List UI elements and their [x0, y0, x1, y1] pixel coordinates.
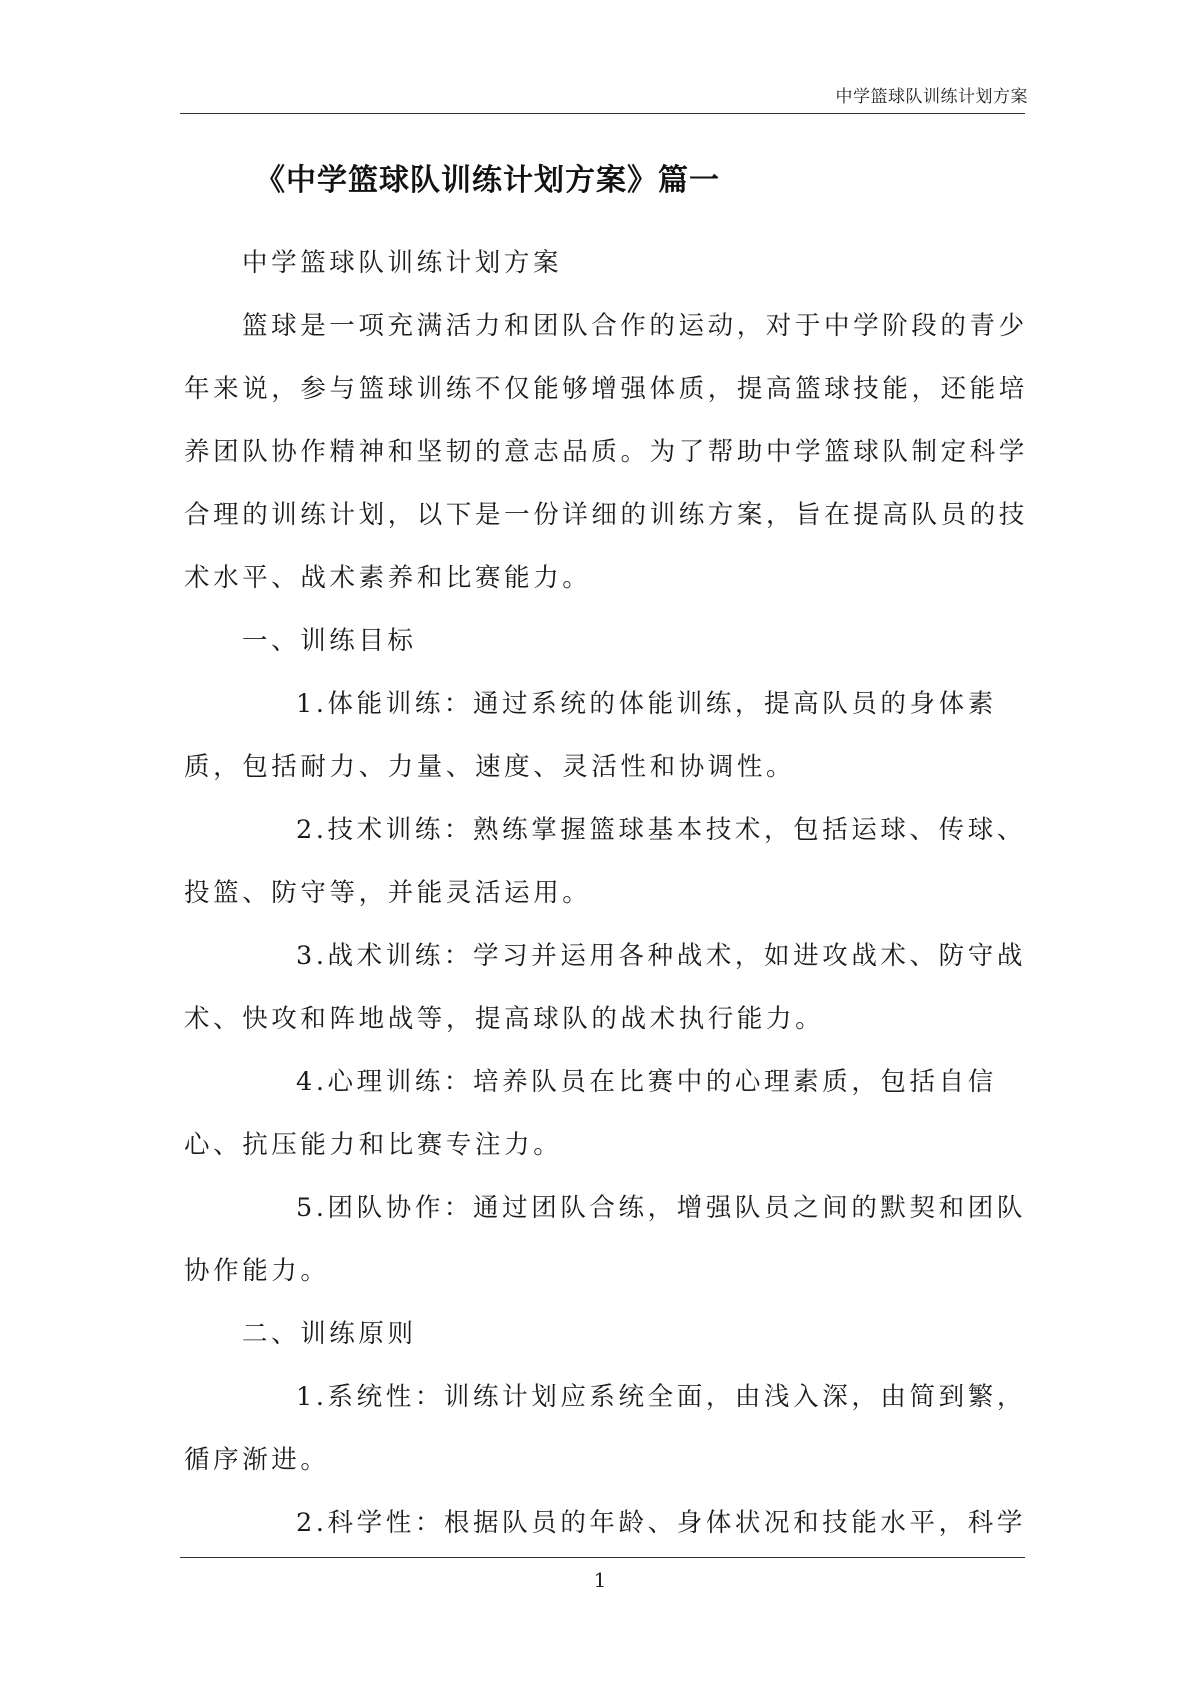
- goal-item-5: 5.团队协作：通过团队合练，增强队员之间的默契和团队协作能力。: [184, 1193, 1026, 1286]
- header-divider: [180, 113, 1025, 114]
- document-body: [184, 232, 1030, 1555]
- page-number: 1: [593, 1568, 607, 1592]
- principle-item-2: 2.科学性：根据队员的年龄、身体状况和技能水平，科学: [296, 1508, 1026, 1538]
- subtitle-paragraph: 中学篮球队训练计划方案: [242, 248, 563, 278]
- goal-item-4: 4.心理训练：培养队员在比赛中的心理素质，包括自信心、抗压能力和比赛专注力。: [184, 1067, 997, 1160]
- section-heading-goals: 一、训练目标: [242, 626, 417, 656]
- footer-divider: [180, 1557, 1025, 1558]
- intro-paragraph: 篮球是一项充满活力和团队合作的运动，对于中学阶段的青少年来说，参与篮球训练不仅能够增强体质，提高篮球技能，还能培养团队协作精神和坚韧的意志品质。为了帮助中学篮球队制定科学合理的训练计划，以下是一份详细的训练方案，旨在提高队员的技术水平、战术素养和比赛能力。: [184, 311, 1028, 593]
- goal-item-2: 2.技术训练：熟练掌握篮球基本技术，包括运球、传球、投篮、防守等，并能灵活运用。: [184, 815, 1026, 908]
- principle-item-1: 1.系统性：训练计划应系统全面，由浅入深，由简到繁，循序渐进。: [184, 1382, 1026, 1475]
- goal-item-3: 3.战术训练：学习并运用各种战术，如进攻战术、防守战术、快攻和阵地战等，提高球队的战术执行能力。: [184, 941, 1026, 1034]
- goal-item-1: 1.体能训练：通过系统的体能训练，提高队员的身体素质，包括耐力、力量、速度、灵活性和协调性。: [184, 689, 997, 782]
- document-title: 《中学篮球队训练计划方案》篇一: [255, 163, 720, 198]
- running-header: 中学篮球队训练计划方案: [835, 87, 1028, 107]
- section-heading-principles: 二、训练原则: [242, 1319, 417, 1349]
